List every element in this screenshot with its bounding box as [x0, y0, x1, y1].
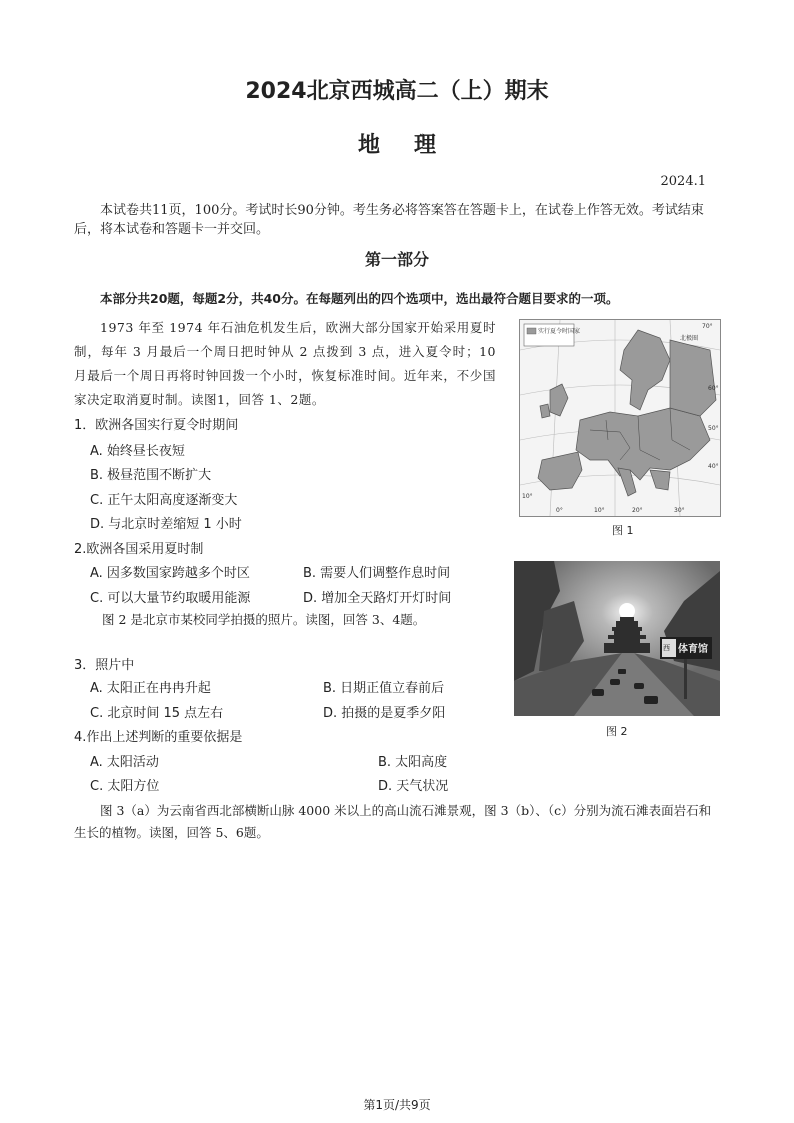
intro-q3-4: 图 2 是北京市某校同学拍摄的照片。读图，回答 3、4题。 [102, 612, 426, 627]
question-4-option-a: A. 太阳活动 [90, 755, 159, 770]
intro-q1-2: 1973 年至 1974 年石油危机发生后，欧洲大部分国家开始采用夏时制，每年 3 月最后一个周日把时钟从 2 点拨到 3 点，进入夏令时；10 月最后一个周日再将时钟回拨一个小时，恢复标准时间。近年来，不少国家决定取消夏时制。读图1，回答 1、2题。 [74, 320, 496, 407]
part-instruction-text: 本部分共20题，每题2分，共40分。在每题列出的四个选项中，选出最符合题目要求的一项。 [100, 291, 619, 306]
lat-label-50: 50° [708, 425, 719, 432]
figure-2-photo [514, 561, 720, 716]
intro-q5-6: 图 3（a）为云南省西北部横断山脉 4000 米以上的高山流石滩景观，图 3（b）、（c）分别为流石滩表面岩石和生长的植物。读图，回答 5、6题。 [74, 803, 712, 840]
figure-2-caption: 图 2 [606, 725, 628, 738]
question-4-stem: 4.作出上述判断的重要依据是 [74, 730, 243, 745]
lat-label-40: 40° [708, 463, 719, 470]
sign-mark: 西 [663, 644, 670, 652]
question-2-stem: 2.欧洲各国采用夏时制 [74, 542, 204, 557]
lat-label-60: 60° [708, 385, 719, 392]
question-1-stem: 1．欧洲各国实行夏令时期间 [74, 418, 239, 433]
lon-label-10: 10° [594, 507, 605, 514]
photo-graphic [514, 561, 720, 716]
lat-label-70: 70° [702, 323, 713, 330]
question-1-option-b: B. 极昼范围不断扩大 [90, 468, 212, 483]
map-legend-label: 实行夏令时国家 [538, 328, 581, 335]
question-4-option-c: C. 太阳方位 [90, 779, 160, 794]
question-3-option-c: C. 北京时间 15 点左右 [90, 706, 224, 721]
lon-label-20: 20° [632, 507, 643, 514]
sign-text: 体育馆 [678, 644, 708, 655]
question-4-option-b: B. 太阳高度 [378, 755, 448, 770]
part-title: 第一部分 [364, 250, 429, 269]
question-3-option-d: D. 拍摄的是夏季夕阳 [323, 706, 446, 721]
figure-1-caption: 图 1 [612, 524, 634, 537]
lat-label-10: 10° [522, 493, 533, 500]
question-3-option-a: A. 太阳正在冉冉升起 [90, 681, 211, 696]
lon-label-0: 0° [556, 507, 563, 514]
part-instruction [100, 289, 619, 307]
question-1-option-d: D. 与北京时差缩短 1 小时 [90, 517, 242, 532]
europe-map-graphic [520, 320, 720, 516]
lon-label-30: 30° [674, 507, 685, 514]
subject-title: 地理 [357, 133, 470, 158]
question-3-stem: 3．照片中 [74, 658, 135, 673]
question-2-option-c: C. 可以大量节约取暖用能源 [90, 591, 251, 606]
question-1-option-c: C. 正午太阳高度逐渐变大 [90, 493, 238, 508]
exam-date: 2024.1 [660, 174, 706, 189]
question-2-option-d: D. 增加全天路灯开灯时间 [303, 591, 452, 606]
question-1-option-a: A. 始终昼长夜短 [90, 444, 185, 459]
question-3-option-b: B. 日期正值立春前后 [323, 681, 445, 696]
map-arctic-label: 北极圈 [680, 335, 699, 342]
page-footer: 第1页/共9页 [363, 1098, 431, 1112]
question-2-option-b: B. 需要人们调整作息时间 [303, 566, 451, 581]
exam-notice: 本试卷共11页，100分。考试时长90分钟。考生务必将答案答在答题卡上，在试卷上作答无效。考试结束后，将本试卷和答题卡一并交回。 [74, 203, 704, 237]
question-2-option-a: A. 因多数国家跨越多个时区 [90, 566, 250, 581]
figure-1-europe-map [519, 319, 721, 517]
question-4-option-d: D. 天气状况 [378, 779, 449, 794]
exam-title: 2024北京西城高二（上）期末 [245, 79, 549, 104]
